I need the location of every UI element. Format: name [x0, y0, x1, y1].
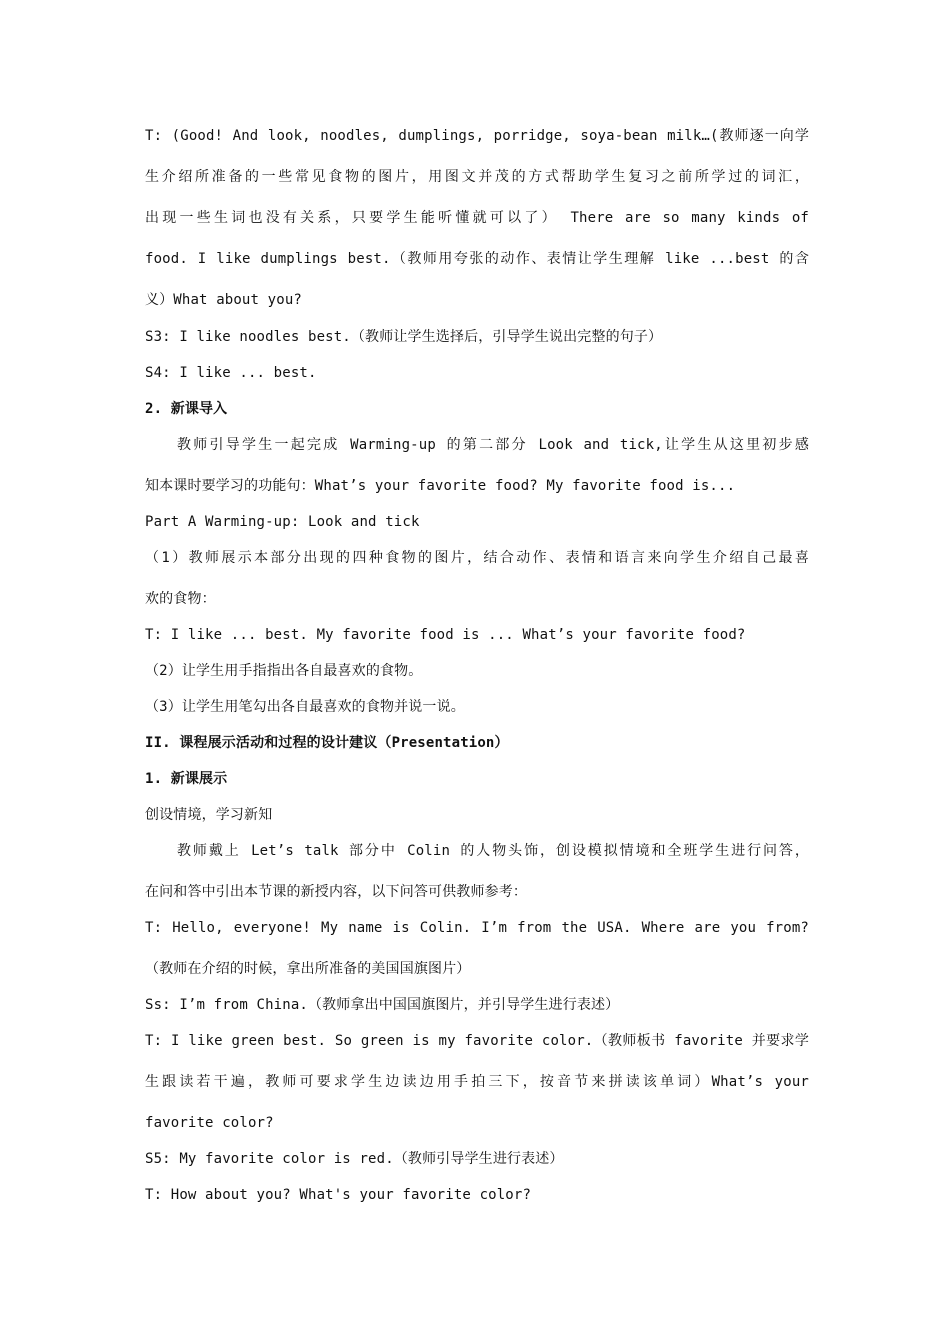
dialogue-line: T: (Good! And look, noodles, dumplings, porridge, soya-bean milk…(教师逐一向学: [145, 128, 809, 144]
subheading: 创设情境，学习新知: [145, 807, 273, 823]
section-heading: 1. 新课展示: [145, 771, 228, 787]
dialogue-line: T: How about you? What's your favorite color?: [145, 1187, 532, 1203]
paragraph-line: 知本课时要学习的功能句：What’s your favorite food? My favorite food is...: [145, 478, 736, 494]
paragraph-line: Part A Warming-up: Look and tick: [145, 514, 420, 530]
dialogue-line: favorite color?: [145, 1115, 274, 1131]
dialogue-line: S4: I like ... best.: [145, 365, 317, 381]
dialogue-line: T: I like green best. So green is my favorite color.（教师板书 favorite 并要求学: [145, 1033, 809, 1049]
dialogue-line: Ss: I’m from China.（教师拿出中国国旗图片，并引导学生进行表述）: [145, 997, 620, 1013]
dialogue-line: （教师在介绍的时候，拿出所准备的美国国旗图片）: [145, 961, 471, 977]
paragraph-line: 教师引导学生一起完成 Warming-up 的第二部分 Look and tick,让学生从这里初步感: [177, 437, 809, 453]
paragraph-line: 在问和答中引出本节课的新授内容，以下问答可供教师参考：: [145, 884, 528, 900]
dialogue-line: 生跟读若干遍，教师可要求学生边读边用手拍三下，按音节来拼读该单词）What’s your: [145, 1074, 809, 1090]
dialogue-line: T: Hello, everyone! My name is Colin. I’m from the USA. Where are you from?: [145, 920, 809, 936]
dialogue-line: S3: I like noodles best.（教师让学生选择后，引导学生说出完整的句子）: [145, 329, 663, 345]
dialogue-line: 出现一些生词也没有关系，只要学生能听懂就可以了） There are so many kinds of: [145, 210, 809, 226]
dialogue-line: S5: My favorite color is red.（教师引导学生进行表述）: [145, 1151, 564, 1167]
dialogue-line: food. I like dumplings best.（教师用夸张的动作、表情让学生理解 like ...best 的含: [145, 251, 809, 267]
dialogue-line: 义）What about you?: [145, 292, 302, 308]
section-heading: II. 课程展示活动和过程的设计建议（Presentation）: [145, 735, 509, 751]
dialogue-line: T: I like ... best. My favorite food is ... What’s your favorite food?: [145, 627, 746, 643]
paragraph-line: （1）教师展示本部分出现的四种食物的图片，结合动作、表情和语言来向学生介绍自己最喜: [145, 550, 809, 566]
section-heading: 2. 新课导入: [145, 401, 228, 417]
dialogue-line: 生介绍所准备的一些常见食物的图片，用图文并茂的方式帮助学生复习之前所学过的词汇，: [145, 169, 809, 185]
list-item: （3）让学生用笔勾出各自最喜欢的食物并说一说。: [145, 699, 465, 715]
list-item: （2）让学生用手指指出各自最喜欢的食物。: [145, 663, 423, 679]
paragraph-line: 教师戴上 Let’s talk 部分中 Colin 的人物头饰，创设模拟情境和全班学生进行问答，: [177, 843, 809, 859]
paragraph-line: 欢的食物：: [145, 591, 216, 607]
